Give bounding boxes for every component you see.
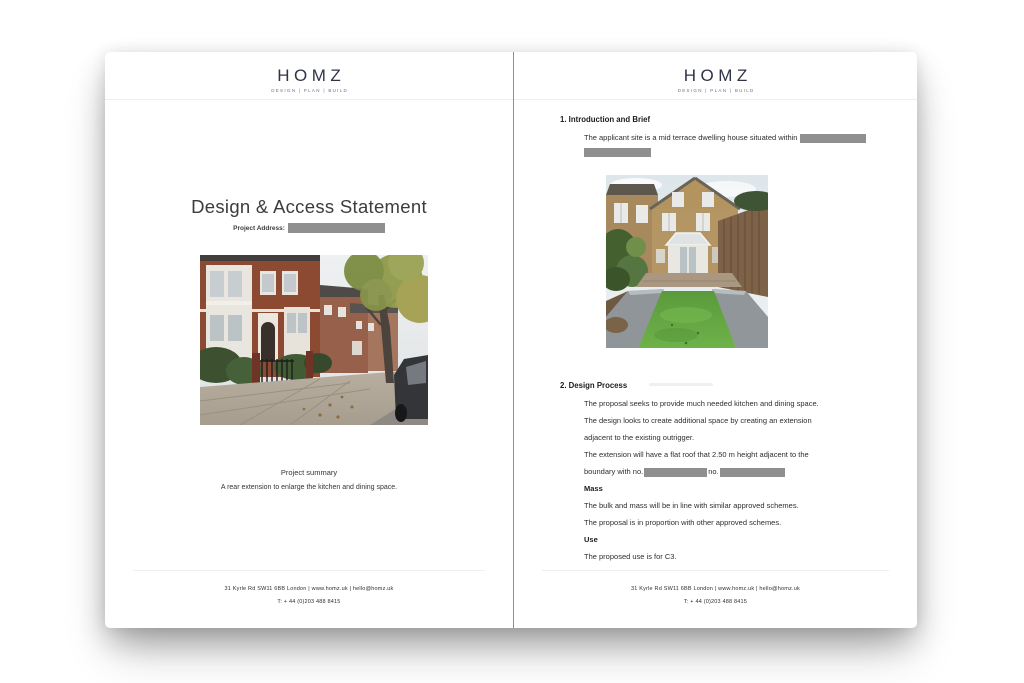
use-heading: Use xyxy=(584,535,598,544)
section-1-line-2 xyxy=(584,145,894,159)
page-1 xyxy=(105,52,513,628)
redacted-project-address xyxy=(288,223,385,233)
s2-line-2: The design looks to create additional space by creating an extension xyxy=(584,416,812,425)
project-summary xyxy=(105,468,513,491)
page1-header xyxy=(105,52,513,100)
brand-tagline: DESIGN | PLAN | BUILD xyxy=(271,88,349,93)
mass-line-1: The bulk and mass will be in line with similar approved schemes. xyxy=(584,501,799,510)
title-block xyxy=(105,196,513,233)
s2-line-5: boundary with no. no. xyxy=(584,463,899,480)
project-summary-heading: Project summary xyxy=(280,468,338,477)
garden-photo xyxy=(606,175,768,348)
brand-tagline: DESIGN | PLAN | BUILD xyxy=(677,88,755,93)
s2-line-3: adjacent to the existing outrigger. xyxy=(584,433,695,442)
header-divider xyxy=(514,99,917,100)
s2-line-1: The proposal seeks to provide much needed kitchen and dining space. xyxy=(584,399,819,408)
section-1-line-1: The applicant site is a mid terrace dwelling house situated within xyxy=(584,131,894,145)
section-2-heading: 2. Design Process xyxy=(560,381,713,390)
page-2 xyxy=(514,52,917,628)
section-2-body xyxy=(584,395,899,565)
footer-divider xyxy=(133,570,485,571)
footer-contact-line: 31 Kyrle Rd SW11 6BB London | www.homz.uk | hello@homz.uk xyxy=(224,586,394,592)
street-photo xyxy=(200,255,428,425)
project-address-label: Project Address: xyxy=(233,224,285,232)
page2-header xyxy=(514,52,917,100)
page2-footer xyxy=(514,570,917,628)
redacted-location xyxy=(800,134,866,143)
project-summary-text: A rear extension to enlarge the kitchen and dining space. xyxy=(220,484,398,491)
redacted-house-number xyxy=(644,468,707,477)
footer-contact-line: 31 Kyrle Rd SW11 6BB London | www.homz.uk | hello@homz.uk xyxy=(631,586,800,592)
header-divider xyxy=(105,99,513,100)
mass-heading: Mass xyxy=(584,484,603,493)
footer-phone-line: T: + 44 (0)203 488 8415 xyxy=(683,599,748,605)
mass-line-2: The proposal is in proportion with other approved schemes. xyxy=(584,518,782,527)
s2-line-4: The extension will have a flat roof that 2.50 m height adjacent to the xyxy=(584,450,809,459)
document-title: Design & Access Statement xyxy=(191,196,427,217)
document-spread xyxy=(105,52,917,628)
footer-phone-line: T: + 44 (0)203 488 8415 xyxy=(277,599,341,605)
use-line: The proposed use is for C3. xyxy=(584,552,677,561)
garden-photo-illustration xyxy=(606,175,768,348)
project-address-row xyxy=(105,223,513,233)
section-1-heading: 1. Introduction and Brief xyxy=(560,115,651,124)
homz-logo: HOMZ xyxy=(683,66,752,85)
section-1-body xyxy=(584,131,894,159)
homz-logo: HOMZ xyxy=(277,66,346,85)
redacted-location-2 xyxy=(584,148,651,157)
street-photo-illustration xyxy=(200,255,428,425)
erased-text-mark xyxy=(649,383,713,386)
footer-divider xyxy=(542,570,889,571)
redacted-house-number-2 xyxy=(720,468,785,477)
page1-footer xyxy=(105,570,513,628)
